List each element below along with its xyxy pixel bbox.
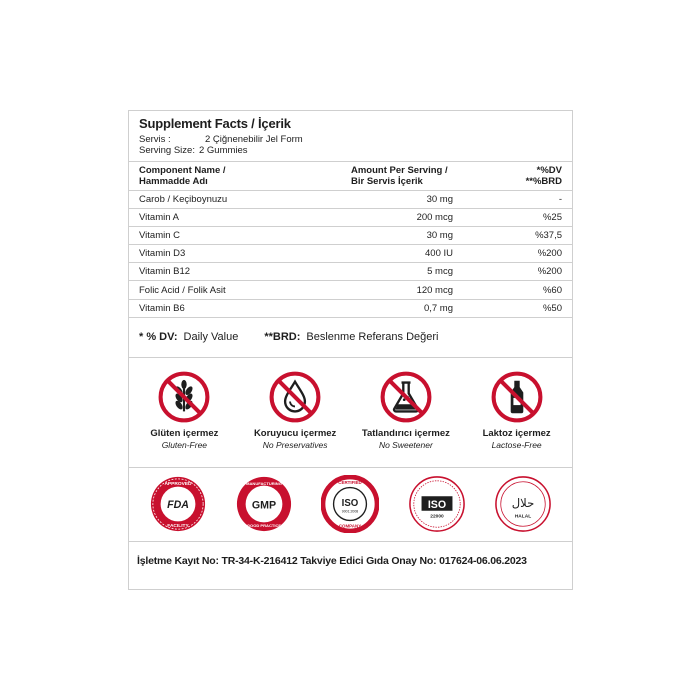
iso9001-badge [321, 475, 379, 533]
flask-icon [379, 370, 433, 424]
fda-approved-icon [149, 475, 207, 533]
col-dv-header [501, 165, 562, 190]
table-row [129, 281, 572, 299]
col-dv-l1: *%DV [536, 165, 562, 176]
no-preservatives-tr: Koruyucu içermez [253, 427, 337, 439]
gluten-free-tr: Glüten içermez [150, 427, 219, 439]
servis-row [139, 134, 562, 145]
no-sweetener-item [356, 370, 456, 450]
col-component-header [139, 165, 351, 190]
wheat-icon [157, 370, 211, 424]
supplement-facts-panel [128, 110, 573, 590]
no-preservatives-item [245, 370, 345, 450]
gmp-bottom-text: GOOD PRACTICE [247, 523, 282, 529]
iso-9001-icon [321, 475, 379, 533]
fda-bottom-text: FACILITY [167, 524, 189, 530]
iso9001-mid-text: ISO [342, 498, 359, 510]
row-dv: %37,5 [535, 230, 562, 242]
brd-value: Beslenme Referans Değeri [306, 331, 439, 344]
iso9001-sub-text: 9001:2008 [342, 509, 359, 514]
iso9001-bottom-text: COMPANY [339, 523, 362, 529]
iso22000-sub-text: 22000 [429, 514, 444, 520]
dv-key: * % DV: [139, 331, 178, 344]
col-amount-l1: Amount Per Serving / [351, 165, 448, 176]
lactose-free-item [467, 370, 567, 450]
col-component-l2: Hammadde Adı [139, 176, 208, 187]
row-name: Vitamin C [139, 230, 181, 242]
facts-table-header [129, 161, 572, 191]
serving-size-value: 2 Gummies [198, 145, 248, 156]
legend-row [129, 318, 572, 358]
row-dv: - [558, 194, 562, 206]
registration-text: İşletme Kayıt No: TR-34-K-216412 Takviye Edici Gıda Onay No: 017624-06.06.2023 [137, 554, 527, 567]
iso9001-top-text: CERTIFIED [338, 480, 363, 486]
no-sweetener-en: No Sweetener [378, 439, 433, 450]
facts-table [129, 161, 572, 318]
row-dv: %200 [537, 266, 562, 278]
drop-icon [268, 370, 322, 424]
col-dv-l2: **%BRD [525, 176, 562, 187]
no-preservatives-en: No Preservatives [262, 439, 328, 450]
gmp-badge [235, 475, 293, 533]
lactose-free-en: Lactose-Free [491, 439, 542, 450]
brd-key: **BRD: [264, 331, 301, 344]
row-dv: %200 [537, 248, 562, 260]
col-component-l1: Component Name / [139, 165, 226, 176]
row-dv: %60 [542, 284, 562, 296]
halal-sub-text: HALAL [514, 514, 532, 520]
table-row [129, 300, 572, 318]
row-amount: 200 mcg [416, 212, 453, 224]
gluten-free-en: Gluten-Free [161, 439, 208, 450]
table-row [129, 209, 572, 227]
certification-badges [129, 468, 572, 542]
servis-value: 2 Çiğnenebilir Jel Form [205, 134, 303, 145]
fda-top-text: APPROVED [164, 482, 192, 488]
iso-22000-icon [408, 475, 466, 533]
row-name: Vitamin B12 [139, 266, 191, 278]
serving-size-row [139, 145, 562, 156]
facts-title: Supplement Facts / İçerik [139, 116, 291, 131]
dv-value: Daily Value [183, 331, 239, 344]
table-row [129, 263, 572, 281]
table-row [129, 227, 572, 245]
row-name: Vitamin D3 [139, 248, 186, 260]
row-amount: 30 mg [426, 194, 453, 206]
registration-footer [129, 542, 572, 580]
iso22000-badge [408, 475, 466, 533]
row-amount: 120 mcg [416, 284, 453, 296]
gmp-mid-text: GMP [252, 499, 277, 512]
facts-header [129, 111, 572, 161]
halal-badge [494, 475, 552, 533]
table-row [129, 245, 572, 263]
gluten-free-item [134, 370, 234, 450]
row-dv: %25 [542, 212, 562, 224]
row-name: Vitamin A [139, 212, 179, 224]
table-row [129, 191, 572, 209]
servis-key: Servis : [139, 134, 171, 145]
row-amount: 30 mg [426, 230, 453, 242]
halal-icon [494, 475, 552, 533]
iso22000-mid-text: ISO [427, 499, 446, 512]
row-amount: 5 mcg [427, 266, 453, 278]
serving-size-key: Serving Size: [139, 145, 195, 156]
col-amount-l2: Bir Servis İçerik [351, 176, 423, 187]
fda-mid-text: FDA [167, 499, 190, 512]
halal-arabic-text: حلال [511, 496, 535, 511]
no-sweetener-tr: Tatlandırıcı içermez [361, 427, 450, 439]
row-name: Folic Acid / Folik Asit [139, 284, 226, 296]
lactose-free-tr: Laktoz içermez [482, 427, 551, 439]
row-dv: %50 [542, 302, 562, 314]
fda-badge [149, 475, 207, 533]
row-amount: 0,7 mg [423, 302, 453, 314]
bottle-icon [490, 370, 544, 424]
row-name: Carob / Keçiboynuzu [139, 194, 228, 206]
row-amount: 400 IU [425, 248, 453, 260]
gmp-icon [235, 475, 293, 533]
row-name: Vitamin B6 [139, 302, 185, 314]
col-amount-header [351, 165, 501, 190]
gmp-top-text: MANUFACTURING [246, 481, 283, 487]
free-from-icons [129, 358, 572, 468]
